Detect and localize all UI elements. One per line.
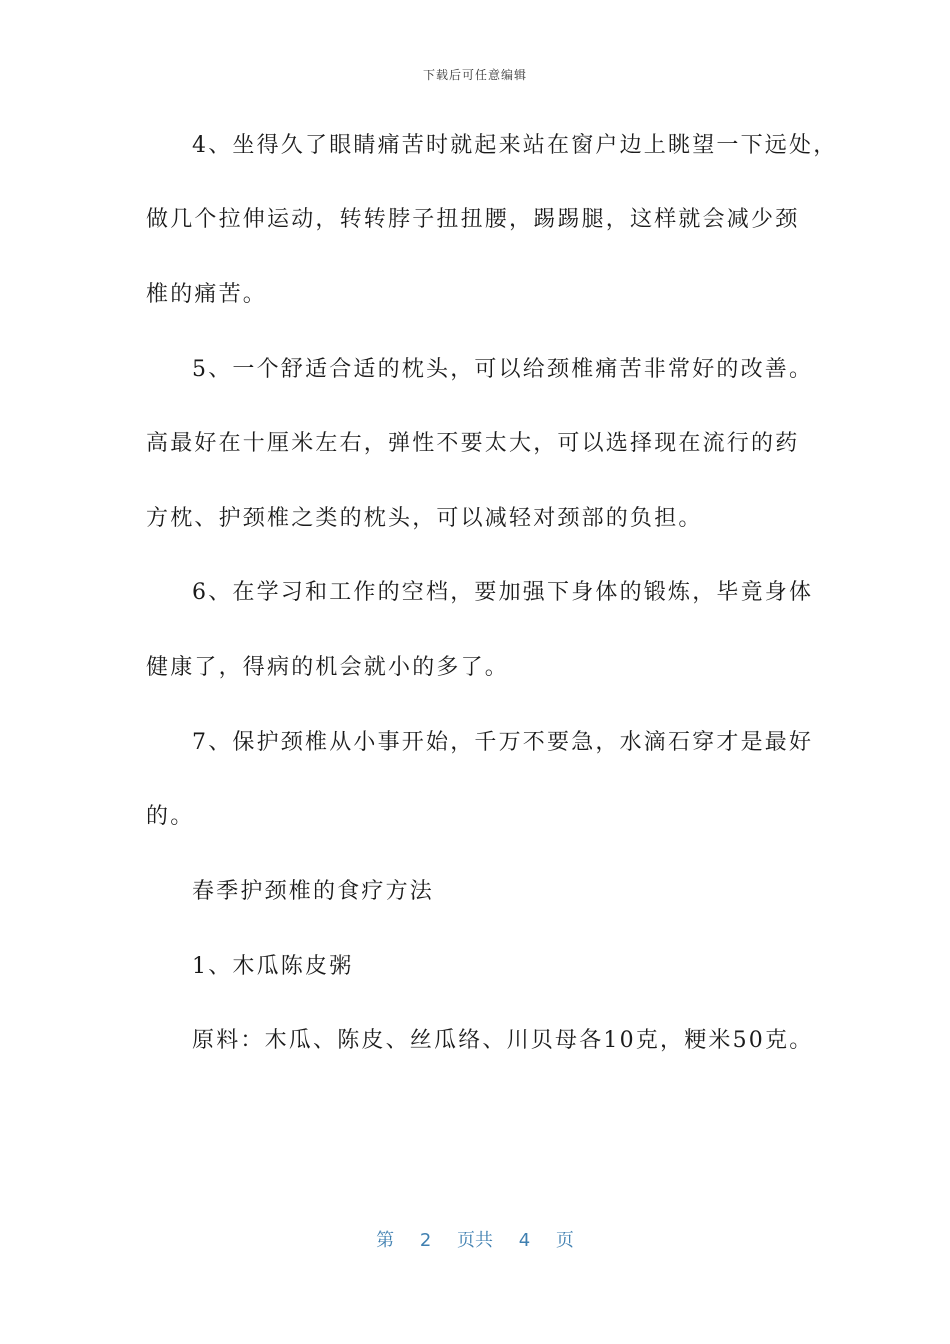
paragraph-line: 4、坐得久了眼睛痛苦时就起来站在窗户边上眺望一下远处，: [192, 133, 838, 158]
page-number: 2: [419, 1230, 432, 1251]
paragraph-line: 健康了，得病的机会就小的多了。: [146, 655, 510, 680]
total-label-prefix: 页共: [457, 1230, 493, 1251]
paragraph-line: 原料：木瓜、陈皮、丝瓜络、川贝母各10克，粳米50克。: [192, 1028, 814, 1053]
subsection-heading: 1、木瓜陈皮粥: [192, 954, 354, 979]
page-label: 第: [376, 1230, 395, 1251]
total-pages: 4: [518, 1230, 531, 1251]
paragraph-line: 高最好在十厘米左右，弹性不要太大，可以选择现在流行的药: [146, 431, 800, 456]
paragraph-line: 的。: [146, 804, 195, 829]
paragraph-line: 椎的痛苦。: [146, 282, 268, 307]
paragraph-line: 7、保护颈椎从小事开始，千万不要急，水滴石穿才是最好: [192, 730, 814, 755]
paragraph-line: 5、一个舒适合适的枕头，可以给颈椎痛苦非常好的改善。: [192, 357, 814, 382]
total-label-suffix: 页: [555, 1230, 574, 1251]
page-header: 下载后可任意编辑: [422, 68, 527, 82]
section-heading: 春季护颈椎的食疗方法: [192, 879, 435, 904]
paragraph-line: 做几个拉伸运动，转转脖子扭扭腰，踢踢腿，这样就会减少颈: [146, 207, 800, 232]
paragraph-line: 6、在学习和工作的空档，要加强下身体的锻炼，毕竟身体: [192, 580, 814, 605]
page-footer: [0, 1226, 950, 1252]
paragraph-line: 方枕、护颈椎之类的枕头，可以减轻对颈部的负担。: [146, 506, 703, 531]
